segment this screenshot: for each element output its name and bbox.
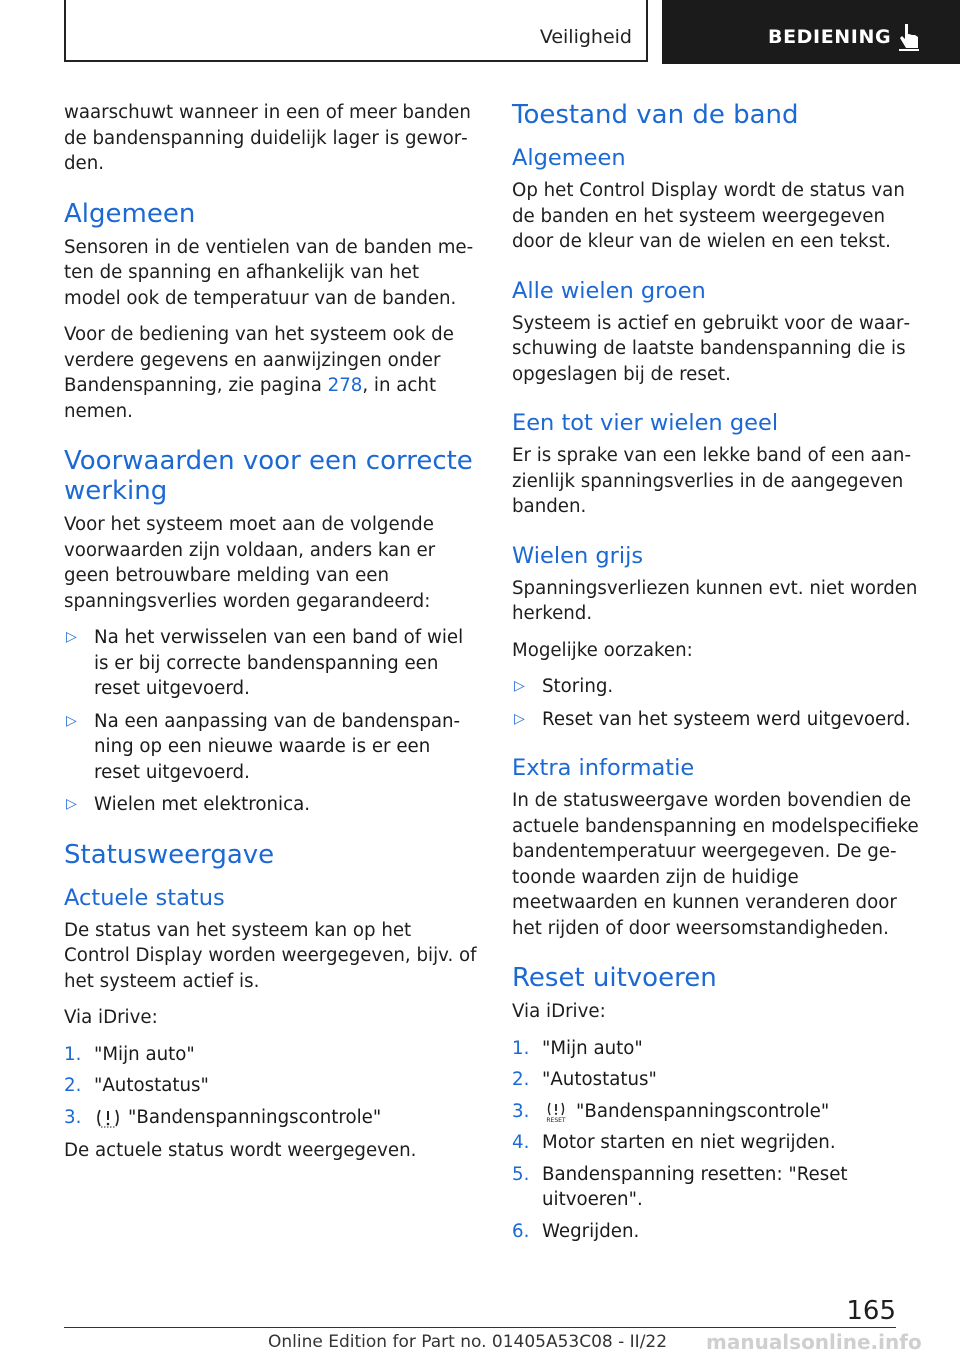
- step-number: 2.: [512, 1069, 530, 1090]
- page-link-278[interactable]: 278: [327, 375, 363, 396]
- step-text: "Autostatus": [94, 1075, 209, 1096]
- list-item: [64, 1073, 478, 1099]
- hand-pointer-icon: [896, 22, 922, 52]
- list-item: [64, 792, 478, 818]
- tire-pressure-reset-icon: [542, 1101, 570, 1123]
- geel-text: Er is sprake van een lekke band of een aanzienlijk spanningsverlies in de aangegeven banden.: [512, 445, 912, 517]
- list-item: [64, 1105, 478, 1131]
- heading-geel: Een tot vier wielen geel: [512, 410, 779, 436]
- step-text: "Autostatus": [542, 1069, 657, 1090]
- step-number: 6.: [512, 1220, 530, 1242]
- reset-steps: [512, 1036, 926, 1245]
- triangle-bullet-icon: ▷: [66, 796, 77, 812]
- step-text: Bandenspanning resetten: "Reset uitvoeren".: [542, 1163, 848, 1210]
- grijs-text: Spanningsverliezen kunnen evt. niet worden herkend.: [512, 577, 918, 624]
- page-header: [0, 0, 960, 66]
- oorzaken-list: [512, 674, 926, 732]
- heading-actuele-status: Actuele status: [64, 884, 225, 911]
- reset-icon-label: RESET: [546, 1116, 566, 1123]
- list-item: [64, 1042, 478, 1068]
- heading-algemeen-right: Algemeen: [512, 145, 626, 171]
- extra-informatie-text: In de statusweergave worden bovendien de actuele bandenspanning en modelspecifieke bandentemperatuur weergegeven. De getoonde waarden zijn de huidige meetwaarden en kunnen veranderen door het rijden of door weersomstandigheden.: [512, 790, 919, 939]
- section-title: Veiligheid: [539, 26, 632, 48]
- heading-grijs: Wielen grijs: [512, 542, 644, 569]
- algemeen-text-2: [64, 322, 478, 424]
- watermark: manualsonline.info: [706, 1330, 922, 1354]
- algemeen-text-2a: Voor de bediening van het systeem ook de verdere gegevens en aanwijzingen onder Bandenspanning, zie pagina: [64, 324, 454, 396]
- triangle-bullet-icon: ▷: [514, 678, 525, 694]
- heading-extra-informatie: Extra informatie: [512, 755, 695, 781]
- step-text: "Mijn auto": [94, 1043, 195, 1065]
- triangle-bullet-icon: ▷: [66, 629, 77, 645]
- chapter-tab: [662, 0, 960, 64]
- list-item: [512, 1099, 926, 1125]
- chapter-title: BEDIENING: [768, 26, 892, 48]
- list-item: [512, 1219, 926, 1245]
- via-idrive-text: Via iDrive:: [64, 1007, 158, 1028]
- via-idrive-text-right: Via iDrive:: [512, 1001, 606, 1022]
- heading-algemeen: Algemeen: [64, 198, 196, 229]
- list-item: [512, 1162, 926, 1213]
- triangle-bullet-icon: ▷: [514, 710, 525, 727]
- step-text: "Mijn auto": [542, 1037, 643, 1059]
- voorwaarden-text: Voor het systeem moet aan de volgende voorwaarden zijn voldaan, anders kan er geen betrouwbare melding van een spanningsverlies worden gegarandeerd:: [64, 514, 436, 612]
- step-number: 5.: [512, 1163, 530, 1185]
- step-number: 3.: [512, 1100, 530, 1122]
- voorwaarden-list: [64, 625, 478, 818]
- list-item: [512, 1067, 926, 1093]
- list-item: [512, 674, 926, 700]
- heading-voorwaarden: Voorwaarden voor een correcte werking: [64, 446, 473, 506]
- footer-divider: [64, 1327, 896, 1328]
- actuele-status-text: De status van het systeem kan op het Control Display worden weergegeven, bijv. of het systeem actief is.: [64, 919, 477, 992]
- heading-toestand: Toestand van de band: [512, 100, 799, 130]
- step-text: "Bandenspanningscontrole": [576, 1100, 830, 1122]
- list-item: [512, 707, 926, 733]
- heading-reset: Reset uitvoeren: [512, 963, 717, 993]
- list-item: [512, 1130, 926, 1156]
- toestand-algemeen-text: Op het Control Display wordt de status van de banden en het systeem weergegeven door de kleur van de wielen en een tekst.: [512, 180, 905, 252]
- left-column: [64, 100, 478, 1175]
- intro-text: waarschuwt wanneer in een of meer banden de bandenspanning duidelijk lager is geworden.: [64, 102, 471, 174]
- list-item: [64, 625, 478, 702]
- status-result-text: De actuele status wordt weergegeven.: [64, 1140, 417, 1161]
- list-item-text: Na het verwisselen van een band of wiel is er bij correcte bandenspanning een reset uitgevoerd.: [94, 627, 464, 699]
- triangle-bullet-icon: ▷: [66, 712, 77, 729]
- list-item: [512, 1036, 926, 1062]
- tire-pressure-warning-icon: [94, 1107, 122, 1129]
- list-item-text: Reset van het systeem werd uitgevoerd.: [542, 708, 911, 730]
- step-number: 3.: [64, 1106, 82, 1128]
- step-text: Wegrijden.: [542, 1220, 640, 1242]
- oorzaken-text: Mogelijke oorzaken:: [512, 639, 693, 661]
- groen-text: Systeem is actief en gebruikt voor de waarschuwing de laatste bandenspanning die is opgeslagen bij de reset.: [512, 312, 911, 385]
- step-number: 4.: [512, 1132, 530, 1153]
- section-box: [64, 0, 648, 62]
- status-steps: [64, 1042, 478, 1131]
- algemeen-text-1: Sensoren in de ventielen van de banden meten de spanning en afhankelijk van het model ook de temperatuur van de banden.: [64, 236, 474, 309]
- heading-statusweergave: Statusweergave: [64, 839, 275, 870]
- page-number: 165: [846, 1296, 896, 1326]
- algemeen-text-2b: , in acht nemen.: [64, 375, 437, 422]
- list-item-text: Storing.: [542, 676, 614, 697]
- list-item-text: Wielen met elektronica.: [94, 794, 311, 815]
- heading-groen: Alle wielen groen: [512, 277, 706, 304]
- right-column: [512, 100, 926, 1252]
- step-number: 1.: [512, 1037, 530, 1059]
- step-text: "Bandenspanningscontrole": [128, 1106, 382, 1128]
- step-number: 2.: [64, 1075, 82, 1096]
- list-item: [64, 709, 478, 786]
- edition-text: Online Edition for Part no. 01405A53C08 - II/22: [268, 1332, 668, 1352]
- step-number: 1.: [64, 1043, 82, 1065]
- step-text: Motor starten en niet wegrijden.: [542, 1132, 836, 1153]
- list-item-text: Na een aanpassing van de bandenspanning op een nieuwe waarde is er een reset uitgevoerd.: [94, 710, 461, 783]
